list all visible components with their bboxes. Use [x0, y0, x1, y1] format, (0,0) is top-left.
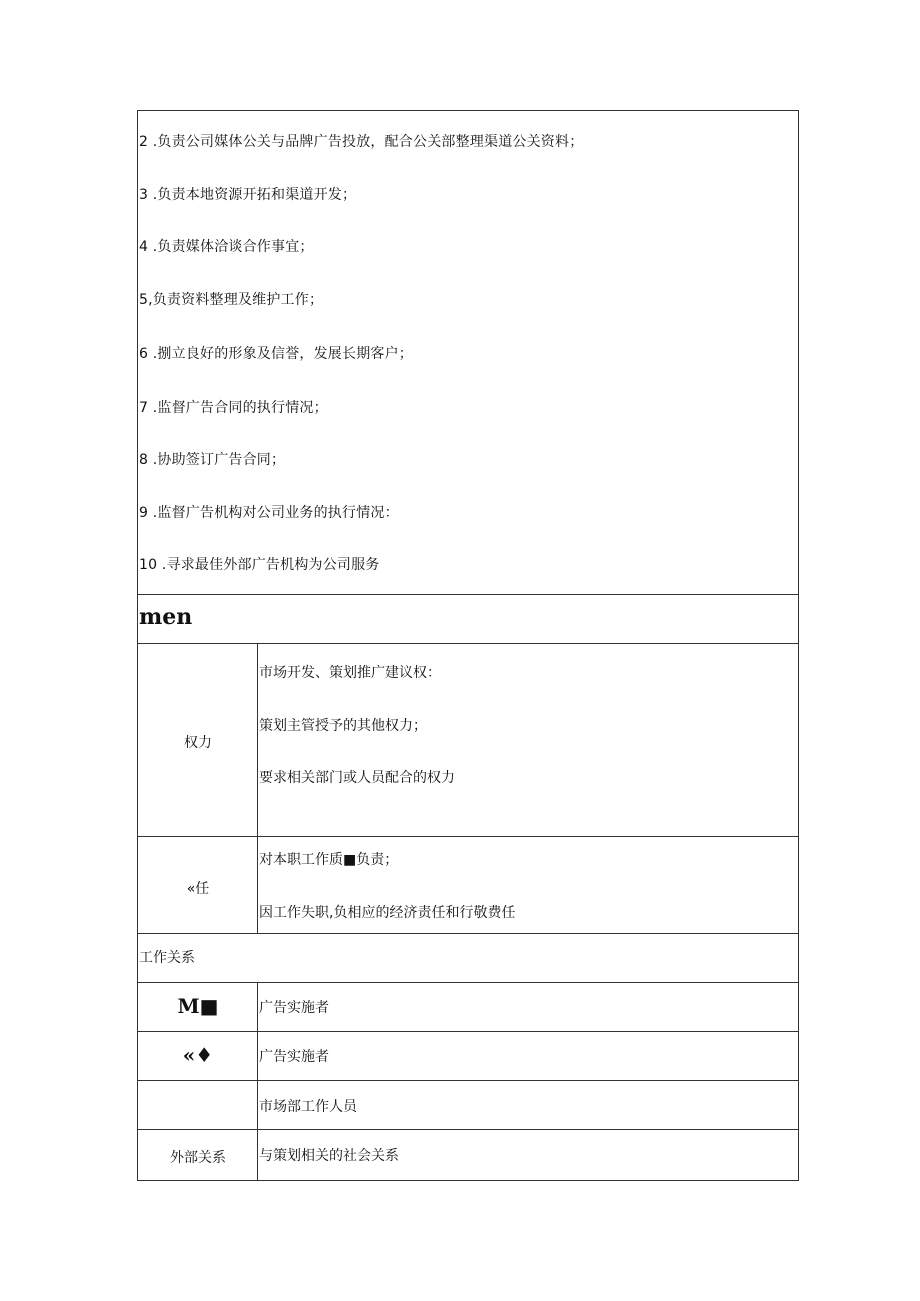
relation-label: «♦ [182, 1043, 214, 1067]
duty-item: 8 .协助签订广告合同； [139, 452, 286, 468]
responsibility-item: 对本职工作质■负责； [259, 852, 399, 868]
duty-item: 3 .负责本地资源开拓和渠道开发； [139, 187, 357, 203]
authority-label: 权力 [184, 735, 212, 751]
duty-item: 4 .负责媒体洽谈合作事宜； [139, 239, 314, 255]
job-description-table [137, 110, 799, 1181]
duties-cell [138, 111, 798, 595]
relation-label-cell [138, 1081, 258, 1129]
relation-label-cell [138, 1032, 258, 1080]
duty-item: 6 .捌立良好的形象及信誉，发展长期客户； [139, 346, 414, 362]
relation-label-cell [138, 1130, 258, 1180]
duty-item: 2 .负责公司媒体公关与品牌广告投放，配合公关部整理渠道公关资料； [139, 134, 584, 150]
relation-label: 外部关系 [170, 1150, 226, 1166]
duty-item: 7 .监督广告合同的执行情况； [139, 400, 328, 416]
responsibility-label-cell [138, 837, 258, 933]
section-heading: men [139, 604, 193, 630]
responsibility-row [138, 837, 798, 934]
relation-value: 广告实施者 [259, 1000, 329, 1016]
duty-item: 10 .寻求最佳外部广告机构为公司服务 [139, 557, 380, 573]
authority-label-cell [138, 643, 258, 836]
responsibility-label: «任 [186, 881, 210, 897]
relation-label: M■ [177, 994, 219, 1018]
responsibility-item: 因工作失职,负相应的经济责任和行敬费任 [259, 905, 516, 921]
relation-value: 与策划相关的社会关系 [259, 1148, 399, 1164]
authority-item: 策划主管授予的其他权力； [259, 718, 427, 734]
relation-row [138, 1130, 798, 1180]
authority-row [138, 643, 798, 837]
relation-row [138, 1081, 798, 1130]
duty-item: 9 .监督广告机构对公司业务的执行情况： [139, 505, 399, 521]
duty-item: 5,负责资料整理及维护工作； [139, 292, 324, 308]
relation-row [138, 983, 798, 1032]
section-heading-row [138, 594, 798, 644]
relation-value: 广告实施者 [259, 1049, 329, 1065]
authority-item: 要求相关部门或人员配合的权力 [259, 770, 455, 786]
work-relations-heading-row [138, 934, 798, 983]
work-relations-heading: 工作关系 [139, 950, 195, 966]
relation-label-cell [138, 983, 258, 1031]
authority-item: 市场开发、策划推广建议权： [259, 665, 441, 681]
relation-value: 市场部工作人员 [259, 1099, 357, 1115]
relation-row [138, 1032, 798, 1081]
